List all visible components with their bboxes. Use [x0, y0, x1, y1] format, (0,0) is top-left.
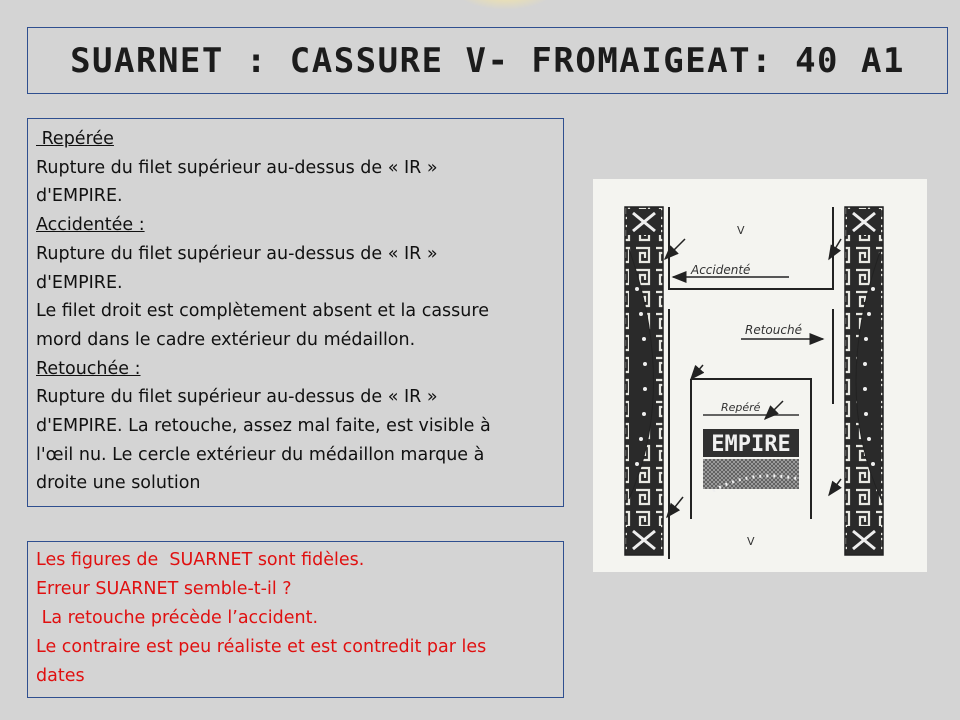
note-line: Erreur SUARNET semble-t-il ?: [36, 579, 292, 599]
note-line: Le contraire est peu réaliste et est contredit par les: [36, 637, 487, 657]
heading-retouchee: Retouchée :: [36, 358, 141, 379]
accidentee-line: Rupture du filet supérieur au-dessus de « IR »: [36, 243, 438, 264]
repere-line: d'EMPIRE.: [36, 186, 123, 207]
label-retouche: Retouché: [745, 323, 802, 337]
empire-label: EMPIRE: [711, 432, 791, 457]
retouchee-line: d'EMPIRE. La retouche, assez mal faite, est visible à: [36, 416, 491, 437]
frame-lines: [669, 207, 833, 559]
label-accident: Accidenté: [691, 263, 751, 277]
title-box: [27, 27, 948, 94]
retouchee-line: l'œil nu. Le cercle extérieur du médaillon marque à: [36, 444, 485, 465]
left-border-band: [625, 207, 663, 555]
heading-accidentee: Accidentée :: [36, 215, 145, 236]
heading-repere: Repérée: [36, 129, 114, 149]
decorative-glow: [455, 0, 555, 10]
v-bottom-label: V: [747, 535, 755, 548]
notes-box: [27, 541, 564, 698]
note-line: dates: [36, 666, 85, 686]
stamp-drawing: [593, 179, 927, 572]
accidentee-line: d'EMPIRE.: [36, 272, 123, 293]
retouchee-line: droite une solution: [36, 473, 201, 494]
description-box: [27, 118, 564, 507]
note-line: La retouche précède l’accident.: [36, 608, 319, 628]
v-top-label: V: [737, 224, 745, 237]
label-repere: Repéré: [721, 401, 761, 414]
medallion-hatch: [703, 459, 799, 489]
right-border-band: [845, 207, 883, 555]
accidentee-line: Le filet droit est complètement absent et la cassure: [36, 301, 489, 322]
accidentee-line: mord dans le cadre extérieur du médaillon.: [36, 329, 416, 350]
repere-line: Rupture du filet supérieur au-dessus de « IR »: [36, 157, 438, 178]
slide-title: SUARNET : CASSURE V- FROMAIGEAT: 40 A1: [70, 40, 905, 81]
note-line: Les figures de SUARNET sont fidèles.: [36, 550, 365, 570]
stamp-figure: [593, 179, 927, 572]
retouchee-line: Rupture du filet supérieur au-dessus de « IR »: [36, 387, 438, 408]
